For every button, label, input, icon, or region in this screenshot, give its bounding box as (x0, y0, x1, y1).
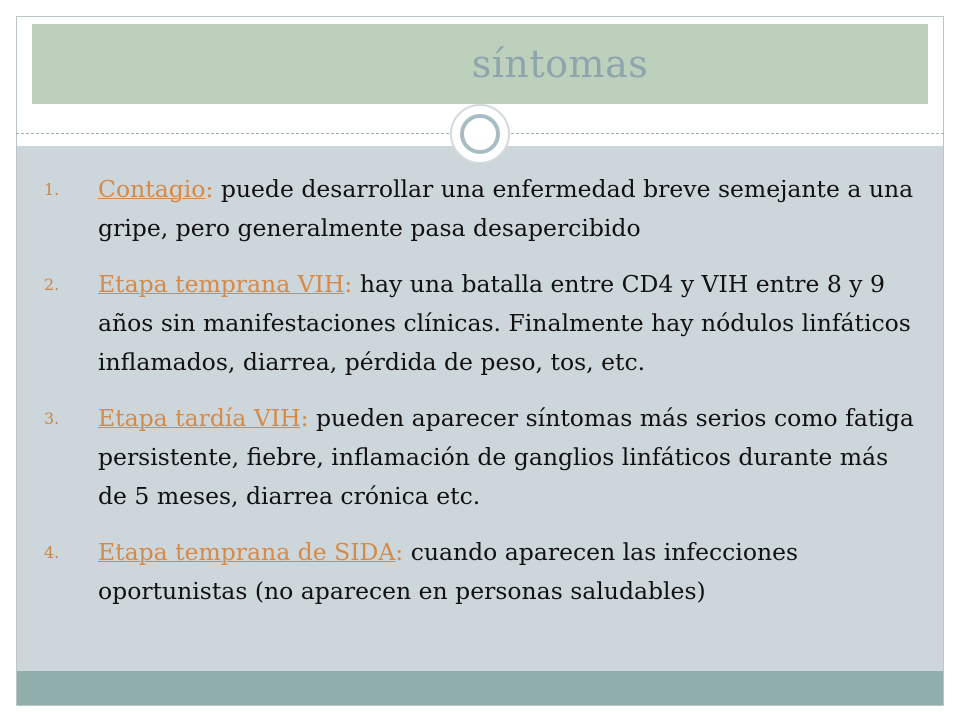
item-text: pueden aparecer síntomas más serios como fatiga persistente, fiebre, inflamación de ganglios linfáticos durante más de 5 meses, diarrea crónica etc. (98, 404, 914, 510)
item-text: hay una batalla entre CD4 y VIH entre 8 y 9 años sin manifestaciones clínicas. Finalmente hay nódulos linfáticos inflamados, diarrea, pérdida de peso, tos, etc. (98, 270, 911, 376)
symptoms-list (44, 170, 914, 628)
item-colon: : (205, 175, 214, 203)
item-text: cuando aparecen las infecciones oportunistas (no aparecen en personas saludables) (98, 538, 799, 605)
list-item (44, 170, 914, 248)
item-number: 1. (44, 180, 60, 199)
slide-title: síntomas (471, 42, 649, 86)
footer-band (17, 671, 943, 705)
link-etapa-temprana-vih[interactable]: Etapa temprana VIH (98, 270, 345, 298)
list-item (44, 533, 914, 611)
list-item (44, 399, 914, 516)
item-number: 4. (44, 543, 60, 562)
title-band (32, 24, 928, 104)
item-colon: : (344, 270, 353, 298)
link-etapa-temprana-sida[interactable]: Etapa temprana de SIDA (98, 538, 396, 566)
circle-ring (460, 114, 500, 154)
circle-ornament-icon (450, 104, 510, 164)
item-number: 2. (44, 275, 60, 294)
list-item (44, 265, 914, 382)
item-number: 3. (44, 409, 60, 428)
item-colon: : (300, 404, 309, 432)
link-etapa-tardia-vih[interactable]: Etapa tardía VIH (98, 404, 301, 432)
item-colon: : (395, 538, 404, 566)
item-text: puede desarrollar una enfermedad breve semejante a una gripe, pero generalmente pasa desapercibido (98, 175, 914, 242)
link-contagio[interactable]: Contagio (98, 175, 206, 203)
